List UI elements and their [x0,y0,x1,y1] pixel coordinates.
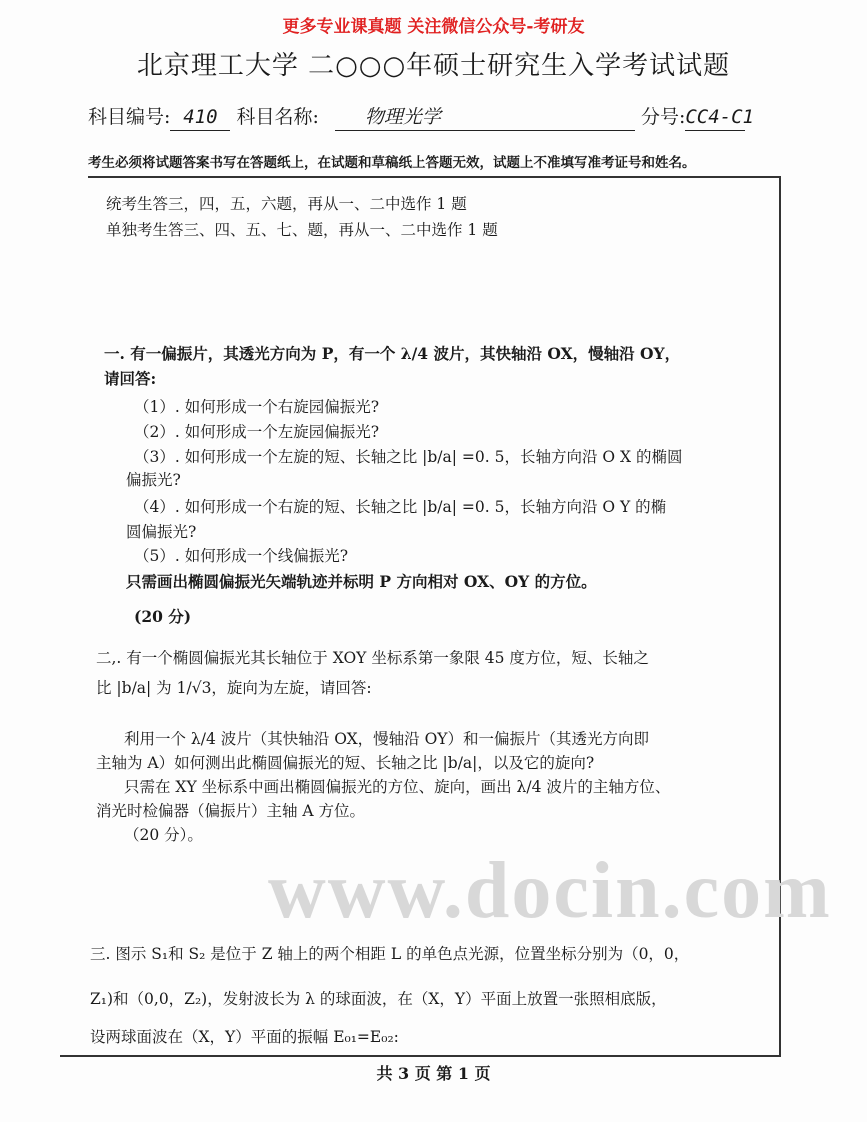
page-footer: 共 3 页 第 1 页 [376,1064,491,1083]
q1-line: （2）. 如何形成一个左旋园偏振光? [134,423,380,441]
q1-line: 请回答: [104,369,157,388]
q1-line: （1）. 如何形成一个右旋园偏振光? [134,398,380,416]
q1-line: 圆偏振光? [126,523,197,541]
exam-title: 北京理工大学 二○○○年硕士研究生入学考试试题 [136,51,731,81]
subject-name-value: 物理光学 [335,104,635,131]
instruction-line: 统考生答三，四，五，六题，再从一、二中选作 1 题 [106,195,467,213]
subject-number-label: 分号: [640,106,686,128]
watermark: www.docin.com [268,847,832,935]
q2-line: 比 |b/a| 为 1/√3，旋向为左旋，请回答: [96,679,372,697]
promo-banner: 更多专业课真题 关注微信公众号-考研友 [282,17,585,37]
q1-score: (20 分) [134,607,192,626]
subject-code-value: 410 [170,104,230,131]
bottom-border [60,1055,781,1057]
q1-line: 一. 有一偏振片，其透光方向为 P，有一个 λ/4 波片，其快轴沿 OX，慢轴沿 OY， [104,344,681,363]
q1-line: （5）. 如何形成一个线偏振光? [134,547,349,565]
subject-code-label: 科目编号: [88,106,171,128]
q3-line: 设两球面波在（X，Y）平面的振幅 E₀₁=E₀₂: [90,1028,399,1046]
q1-line: 偏振光? [126,471,181,489]
q2-score: （20 分）。 [124,826,203,844]
q1-line: （3）. 如何形成一个左旋的短、长轴之比 |b/a| =0. 5，长轴方向沿 O X 的椭圆 [134,448,683,466]
instruction-line: 单独考生答三、四、五、七、题，再从一、二中选作 1 题 [106,221,498,239]
exam-notice: 考生必须将试题答案书写在答题纸上，在试题和草稿纸上答题无效，试题上不准填写准考证号和姓名。 [88,155,696,171]
subject-row [88,104,754,131]
header-divider [88,176,780,178]
q2-line: 二,. 有一个椭圆偏振光其长轴位于 XOY 坐标系第一象限 45 度方位，短、长轴之 [96,649,649,667]
q2-line: 只需在 XY 坐标系中画出椭圆偏振光的方位、旋向，画出 λ/4 波片的主轴方位、 [124,778,671,796]
subject-name-label: 科目名称: [236,106,319,128]
q2-line: 利用一个 λ/4 波片（其快轴沿 OX，慢轴沿 OY）和一偏振片（其透光方向即 [124,730,650,748]
q2-line: 消光时检偏器（偏振片）主轴 A 方位。 [96,802,366,820]
subject-number-value: CC4-C1 [685,104,745,131]
q3-line: 三. 图示 S₁和 S₂ 是位于 Z 轴上的两个相距 L 的单色点光源，位置坐标分别为（0，0， [90,945,690,963]
q1-line: （4）. 如何形成一个右旋的短、长轴之比 |b/a| =0. 5，长轴方向沿 O Y 的椭 [134,498,667,516]
q2-line: 主轴为 A）如何测出此椭圆偏振光的短、长轴之比 |b/a|，以及它的旋向? [96,754,595,772]
q3-line: Z₁)和（0,0，Z₂)，发射波长为 λ 的球面波，在（X，Y）平面上放置一张照相底版， [90,990,667,1008]
q1-line: 只需画出椭圆偏振光矢端轨迹并标明 P 方向相对 OX、OY 的方位。 [126,572,597,591]
